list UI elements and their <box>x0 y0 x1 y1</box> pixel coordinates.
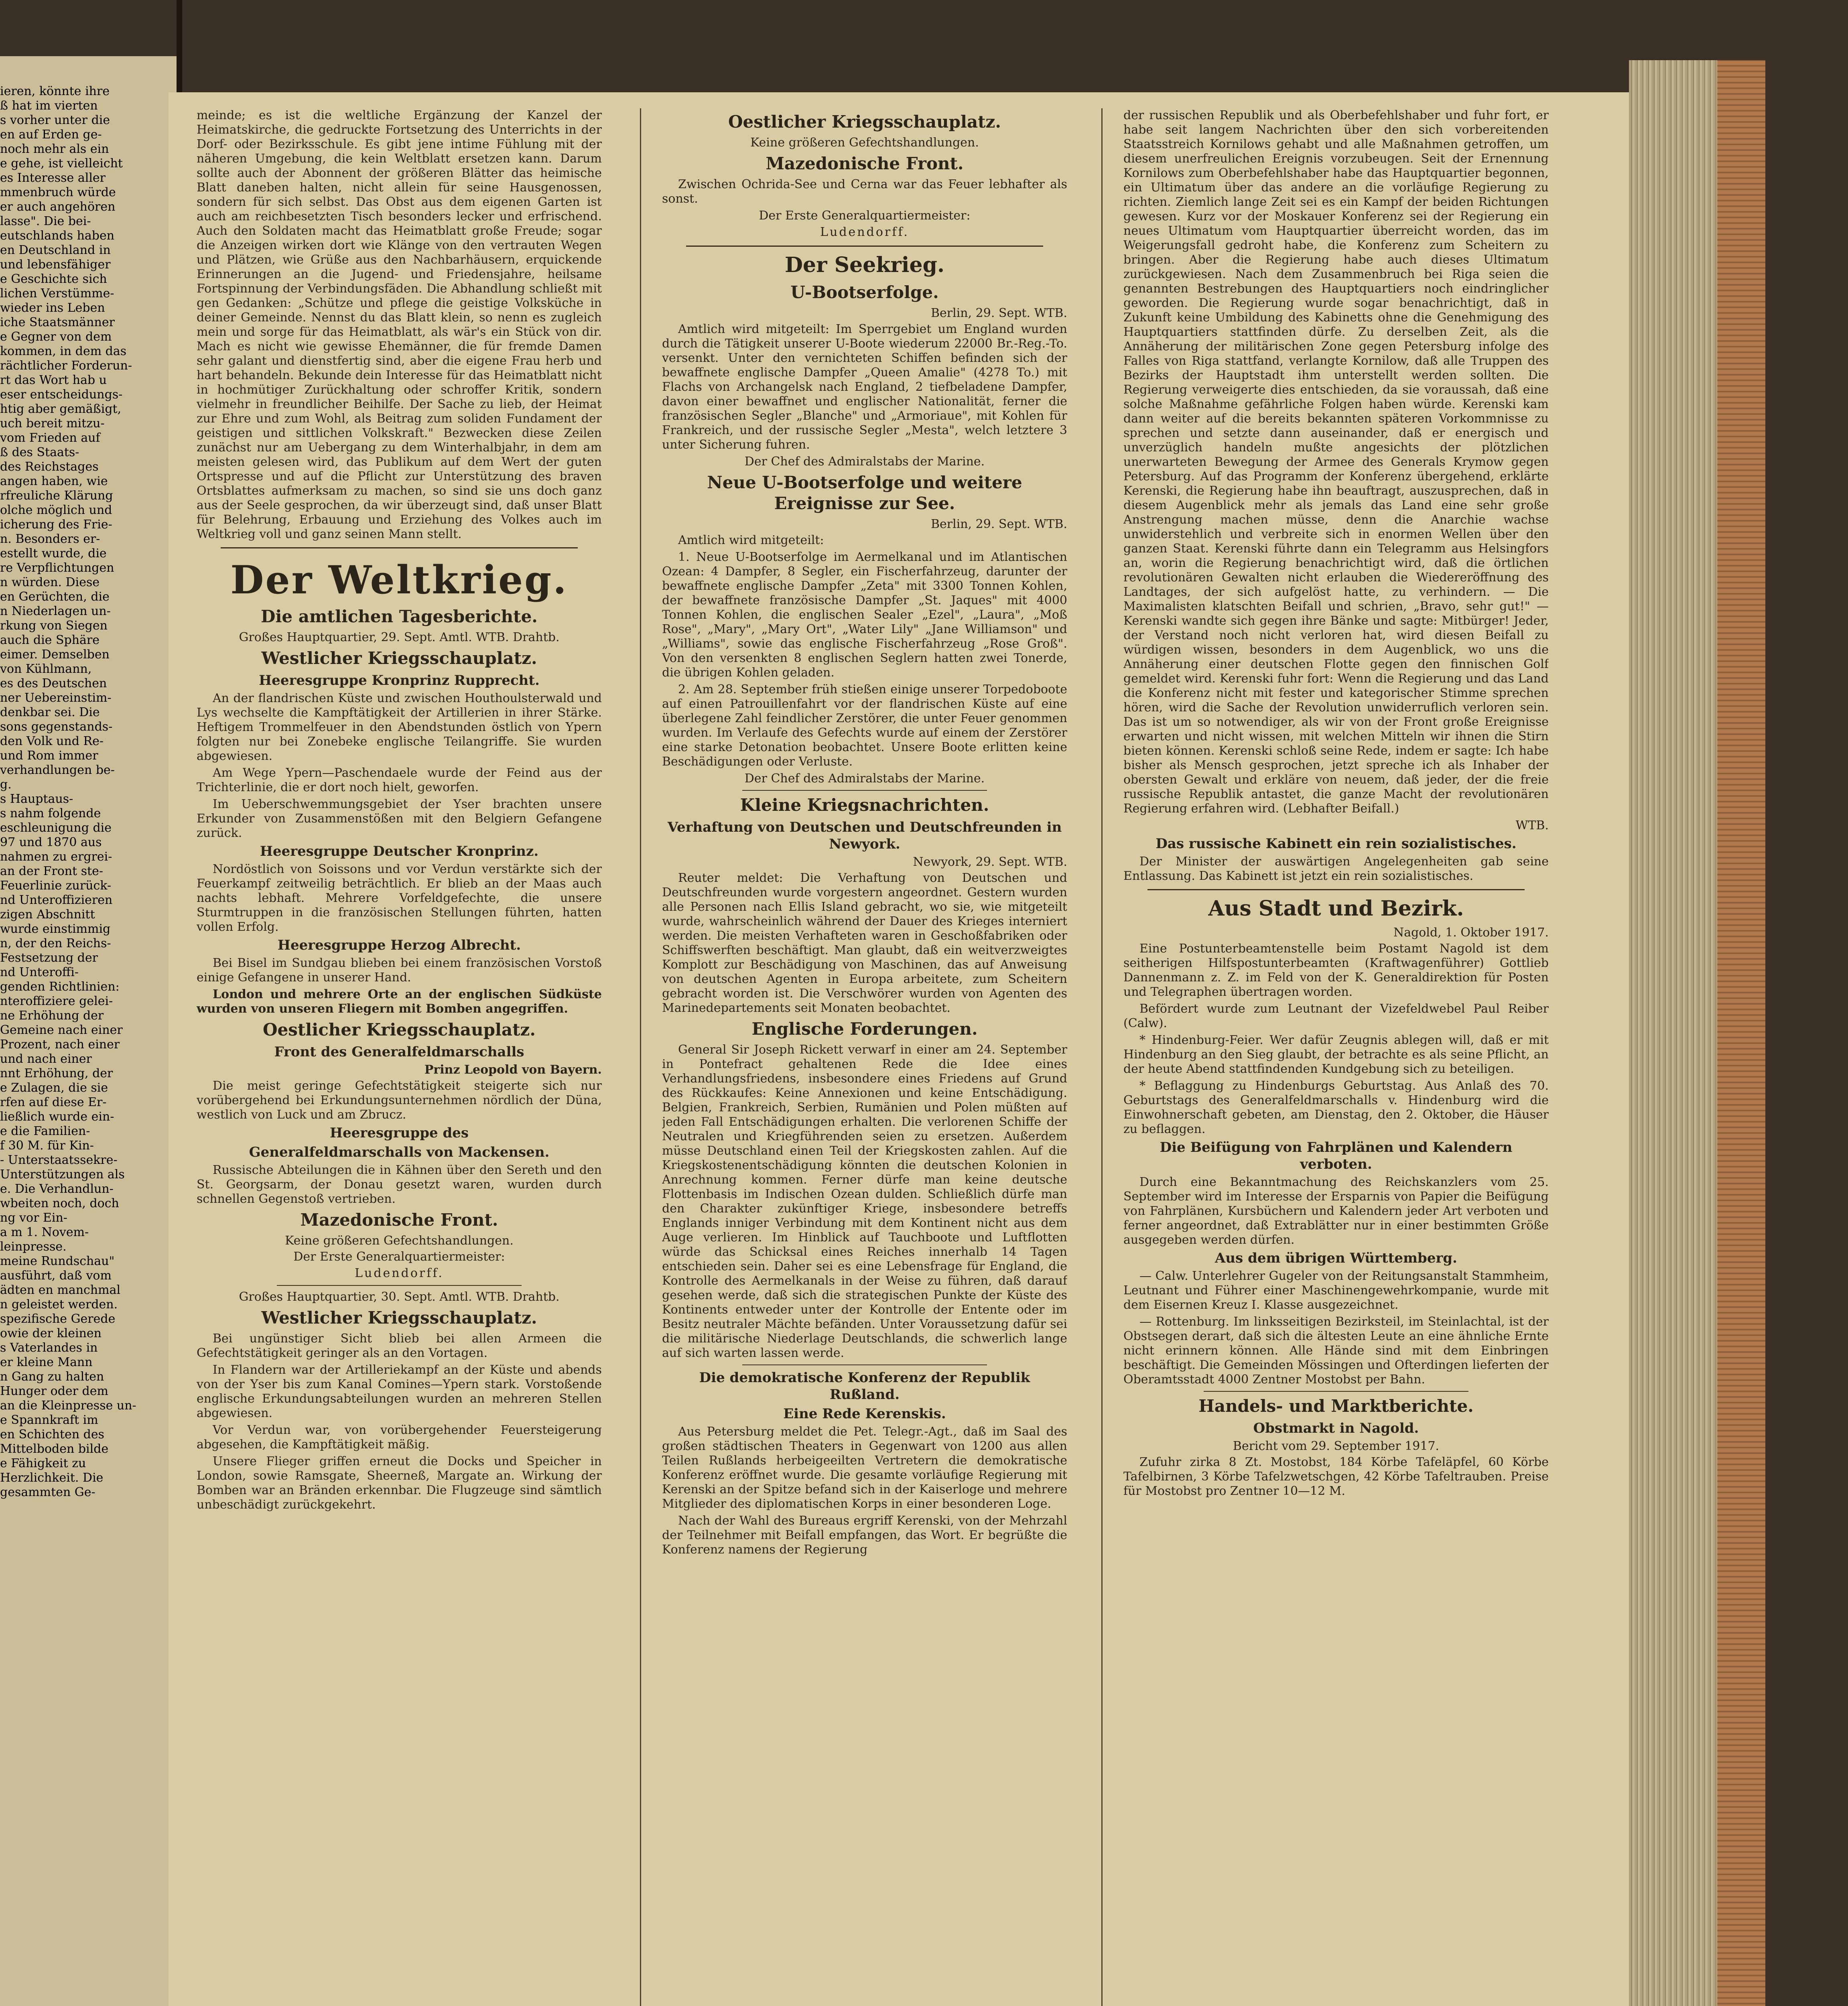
section-title-weltkrieg: Der Weltkrieg. <box>230 557 568 603</box>
left-page-line: f 30 M. für Kin- <box>0 1139 94 1153</box>
left-page-line: sons gegenstands- <box>0 720 113 734</box>
left-page-line: lichen Verstümme- <box>0 286 114 300</box>
paragraph: Bei ungünstiger Sicht blieb bei allen Armeen die Gefechtstätigkeit geringer als an den Vortagen. <box>197 1332 602 1360</box>
paragraph: In Flandern war der Artilleriekampf an der Küste und abends von der Yser bis zum Kanal Comines—Ypern stark. Vorstoßende englische Erkundungsabteilungen wurden an mehreren Stellen abgewiesen. <box>197 1363 602 1420</box>
left-page-line: an die Kleinpresse un- <box>0 1399 136 1413</box>
paragraph: General Sir Joseph Rickett verwarf in einer am 24. September in Pontefract gehaltenen Rede die Idee eines Verhandlungsfriedens, insbesondere eines Friedens auf Grund des Rückkaufes: Keine Annexionen und keine Entschädigung. Belgien, Frankreich, Serbien, Rumänien und Polen müßten auf jeden Fall Entschädigungen erhalten. Die verlorenen Schiffe der Neutralen und Kriegführenden seien zu ersetzen. Außerdem müsse Deutschland einen Teil der Kriegskosten zahlen. Auf die Kriegskostenentschädigung könnten die deutschen Kolonien in Anrechnung kommen. Ferner dürfe man keine deutsche Flottenbasis im Indischen Ozean dulden. Schließlich dürfe man den Charakter zukünftiger Kriege, insbesondere betreffs Englands inniger Verbindung mit dem Kontinent nicht aus dem Auge verlieren. Im Hinblick auf Tauchboote und Luftflotten würde das Schicksal eines Reiches innerhalb 14 Tagen entschieden sein. Daher sei es eine Lebensfrage für England, die Kontrolle des Aermelkanals in der Weise zu führen, daß darauf gesehen werde, daß sich die strategischen Punkte der Küste des Kontinents entweder unter der Kontrolle der Entente oder im Besitz neutraler Mächte befänden. Unter Voraussetzung dafür sei die militärische Niederlage Deutschlands, die schwerlich lange auf sich warten lassen werde. <box>662 1043 1067 1360</box>
left-page-line: eser entscheidungs- <box>0 388 123 402</box>
left-page-line: des Reichstages <box>0 460 99 474</box>
dateline: Berlin, 29. Sept. WTB. <box>930 517 1067 531</box>
left-page-line: Feuerlinie zurück- <box>0 879 112 893</box>
heading-east: Oestlicher Kriegsschauplatz. <box>262 1020 536 1040</box>
left-page-line: en auf Erden ge- <box>0 128 102 142</box>
heading-west: Westlicher Kriegsschauplatz. <box>261 648 537 668</box>
paragraph: Vor Verdun war, von vorübergehender Feuersteigerung abgesehen, die Kampftätigkeit mäßig. <box>197 1423 602 1452</box>
left-page-line: rfreuliche Klärung <box>0 489 113 503</box>
left-page-line: n. Besonders er- <box>0 532 100 546</box>
left-page-line: n Niederlagen un- <box>0 604 111 618</box>
paragraph: 2. Am 28. September früh stießen einige unserer Torpedoboote auf einen Patrouillenfahrt vor der flandrischen Küste auf eine überlegene Zahl feindlicher Zerstörer, die unter Feuer genommen wurden. Im Verlaufe des Gefechts wurde auf einem der Zerstörer eine starke Detonation beobachtet. Unsere Boote erlitten keine Beschädigungen oder Verluste. <box>662 682 1067 769</box>
left-page-line: owie der kleinen <box>0 1326 102 1340</box>
left-page-line: kommen, in dem das <box>0 344 127 358</box>
left-page-line: s vorher unter die <box>0 113 110 127</box>
left-page-line: s nahm folgende <box>0 806 101 820</box>
left-page-line: e Zulagen, die sie <box>0 1081 108 1095</box>
paragraph: * Beflaggung zu Hindenburgs Geburtstag. Aus Anlaß des 70. Geburtstags des Generalfeldmarschalls v. Hindenburg wird die Einwohnerschaft gebeten, am Dienstag, den 2. Oktober, die Häuser zu beflaggen. <box>1123 1079 1549 1136</box>
column-3 <box>1123 108 1549 1501</box>
heading-front-name: Prinz Leopold von Bayern. <box>424 1063 602 1077</box>
paragraph: An der flandrischen Küste und zwischen Houthoulsterwald und Lys wechselte die Kampftätigkeit der Artillerien in ihrer Stärke. Heftigem Trommelfeuer in den Abendstunden östlich von Ypern folgten nur bei Zonebeke englische Teilangriffe. Sie wurden abgewiesen. <box>197 691 602 763</box>
heading-neue-uboote: Neue U-Bootserfolge und weitere Ereignisse zur See. <box>707 473 1022 513</box>
left-page-line: wbeiten noch, doch <box>0 1196 119 1210</box>
left-page-line: ieren, könnte ihre <box>0 84 110 98</box>
heading-seekrieg: Der Seekrieg. <box>784 253 945 277</box>
paragraph: Keine größeren Gefechtshandlungen. <box>750 136 979 150</box>
left-page-line: ne Erhöhung der <box>0 1009 104 1023</box>
left-page-line: nd Unteroffizieren <box>0 893 113 907</box>
left-page-line: htig aber gemäßigt, <box>0 402 122 416</box>
paragraph: * Hindenburg-Feier. Wer dafür Zeugnis ablegen will, daß er mit Hindenburg an den Sieg glaubt, der betrachte es als seine Pflicht, an der heute Abend stattfindenden Kundgebung sich zu beteiligen. <box>1123 1033 1549 1076</box>
left-page-line: ließlich wurde ein- <box>0 1110 114 1124</box>
left-page-line: icherung des Frie- <box>0 518 112 532</box>
left-page-line: n würden. Diese <box>0 575 100 589</box>
paragraph: Die meist geringe Gefechtstätigkeit steigerte sich nur vorübergehend bei Erkundungsunternehmen nördlich der Düna, westlich von Luck und am Zbrucz. <box>197 1079 602 1122</box>
left-page-line: noch mehr als ein <box>0 142 109 156</box>
left-page-line: er auch angehören <box>0 200 116 214</box>
left-page-line: spezifische Gerede <box>0 1312 116 1326</box>
left-page-line: an der Front ste- <box>0 864 104 878</box>
left-page-line: s Vaterlandes in <box>0 1341 98 1355</box>
left-page-line: e Gegner von dem <box>0 330 112 344</box>
column-1 <box>197 108 602 1515</box>
left-page-line: eimer. Demselben <box>0 648 110 662</box>
left-page-fragment <box>0 56 179 2006</box>
divider <box>277 1285 522 1286</box>
left-page-line: rkung von Siegen <box>0 619 108 633</box>
heading-stadt-bezirk: Aus Stadt und Bezirk. <box>1208 896 1464 921</box>
left-page-line: nahmen zu ergrei- <box>0 850 112 864</box>
divider <box>221 547 578 548</box>
left-page-line: ß des Staats- <box>0 445 79 459</box>
paragraph: Durch eine Bekanntmachung des Reichskanzlers vom 25. September wird im Interesse der Ersparnis von Papier die Beifügung von Fahrplänen, Kursbüchern und Kalendern jeder Art verboten und ferner angeordnet, daß Extrablätter nur in einer bestimmten Größe ausgegeben werden dürfen. <box>1123 1175 1549 1247</box>
subtitle-tagesberichte: Die amtlichen Tagesberichte. <box>261 607 538 626</box>
dateline: Großes Hauptquartier, 30. Sept. Amtl. WTB. Drahtb. <box>239 1290 560 1304</box>
paragraph: Am Wege Ypern—Paschendaele wurde der Feind aus der Trichterlinie, die er dort noch hielt, geworfen. <box>197 766 602 794</box>
left-page-line: n, der den Reichs- <box>0 936 111 950</box>
left-page-line: gesammten Ge- <box>0 1485 95 1499</box>
left-page-line: e. Die Verhandlun- <box>0 1182 114 1196</box>
left-page-line: e gehe, ist vielleicht <box>0 156 123 171</box>
paragraph: der russischen Republik und als Oberbefehlshaber und fuhr fort, er habe seit langem Nachrichten über den sich vorbereitenden Staatsstreich Kornilows gehabt und alle Maßnahmen getroffen, um diesem unerfreulichen Ereignis vorzubeugen. Seit der Ernennung Kornilows zum Oberbefehlshaber habe das Hauptquartier begonnen, ein Ultimatum über das andere an die vorläufige Regierung zu richten. Ziemlich lange Zeit sei es ein Kampf der beiden Richtungen gewesen. Kurz vor der Moskauer Konferenz sei der Regierung ein neues Ultimatum vom Hauptquartier überreicht worden, das im Weigerungsfall gedroht habe, die Konferenz zum Scheitern zu bringen. Aber die Regierung habe auch dieses Ultimatum zurückgewiesen. Nach dem Zusammenbruch bei Riga seien die genannten Bestrebungen des Hauptquartiers noch eindringlicher geworden. Die Regierung wurde sogar benachrichtigt, daß in Zukunft keine Umbildung des Kabinetts ohne die Genehmigung des Hauptquartiers stattfinden dürfe. Zu derselben Zeit, als die Annäherung der militärischen Zone gegen Petersburg infolge des Falles von Riga stattfand, verlangte Kornilow, daß alle Truppen des Bezirks der Hauptstadt ihm unterstellt werden sollten. Die Regierung verweigerte dies entschieden, da sie voraussah, daß eine solche Maßnahme gefährliche Folgen haben würde. Kerenski kam dann weiter auf die bereits bekannten späteren Vorkommnisse zu sprechen und setzte dann auseinander, daß er energisch und unverzüglich handeln mußte angesichts der plötzlichen unerwarteten Bewegung der Armee des Generals Krymow gegen Petersburg. Auf das Programm der Konferenz übergehend, erklärte Kerenski, die Regierung habe ihn beauftragt, auszusprechen, daß in diesem Augenblick mehr als jemals das Land eine sehr große Anstrengung machen müsse, denn die Anarchie wachse unwiderstehlich und verbreite sich in enormen Wellen über den ganzen Staat. Kerenski führte dann ein Telegramm aus Helsingfors an, worin die Regierung benachrichtigt wird, daß die örtlichen revolutionären Gewalten nicht erlauben die Wiedereröffnung des Landtages, der sich aufgelöst hatte, zu verhindern. — Die Maximalisten klatschten Beifall und schrien, „Bravo, sehr gut!" — Kerenski wandte sich gegen ihre Bänke und sagte: Mitbürger! Jeder, der Verstand noch nicht verloren hat, wird diesen Beifall zu würdigen wissen, besonders in dem Augenblick, wo uns die Annäherung einer deutschen Flotte gegen den finnischen Golf gemeldet wird. Kerenski fuhr fort: Wenn die Regierung und das Land die Konferenz nicht mit fester und kategorischer Stimme sprechen hören, wird die Sache der Revolution unwiderruflich verloren sein. Das ist um so notwendiger, als wir von der Front große Ereignisse erwarten und nicht wissen, mit welchen Mitteln wir ihnen die Stirn bieten können. Kerenski schloß seine Rede, indem er sagte: Ich habe bisher als Mensch gesprochen, jetzt spreche ich als Inhaber der obersten Gewalt und erkläre von neuem, daß jeder, der die freie russische Republik antastet, die ganze Macht der revolutionären Regierung erfahren wird. (Lebhafter Beifall.) <box>1123 108 1549 816</box>
paragraph-bold: London und mehrere Orte an der englischen Südküste wurden von unseren Fliegern mit Bomben angegriffen. <box>197 987 602 1016</box>
left-page-line: nnt Erhöhung, der <box>0 1066 113 1080</box>
paragraph: Nordöstlich von Soissons und vor Verdun verstärkte sich der Feuerkampf zeitweilig beträchtlich. Er blieb an der Maas auch nachts lebhaft. Mehrere Vorfeldgefechte, die unsere Sturmtruppen in die französischen Stellungen führten, hatten vollen Erfolg. <box>197 862 602 934</box>
left-page-line: auch die Sphäre <box>0 633 100 647</box>
left-page-line: olche möglich und <box>0 503 112 517</box>
heading-wuerttemberg: Aus dem übrigen Württemberg. <box>1215 1250 1457 1266</box>
left-page-line: nd Unteroffi- <box>0 965 79 979</box>
left-page-line: rt das Wort hab u <box>0 373 107 387</box>
left-page-line: lasse". Die bei- <box>0 214 91 228</box>
left-page-line: genden Richtlinien: <box>0 980 120 994</box>
dateline: Bericht vom 29. September 1917. <box>1233 1439 1440 1453</box>
heading-obstmarkt: Obstmarkt in Nagold. <box>1253 1420 1419 1436</box>
left-page-line: Herzlichkeit. Die <box>0 1471 104 1485</box>
signature-title: Der Erste Generalquartiermeister: <box>293 1250 505 1264</box>
left-page-line: es Interesse aller <box>0 171 106 185</box>
left-page-line: estellt wurde, die <box>0 546 107 560</box>
left-page-line: ner Uebereinstim- <box>0 691 112 705</box>
left-page-line: vom Frieden auf <box>0 431 100 445</box>
column-2 <box>662 108 1067 1559</box>
heading-verhaftung: Verhaftung von Deutschen und Deutschfreunden in Newyork. <box>667 819 1062 852</box>
paragraph: — Calw. Unterlehrer Gugeler von der Reitungsanstalt Stammheim, Leutnant und Führer einer Maschinengewehrkompanie, wurde mit dem Eisernen Kreuz I. Klasse ausgezeichnet. <box>1123 1269 1549 1312</box>
left-page-line: ädten en manchmal <box>0 1283 121 1297</box>
heading-group: Heeresgruppe Kronprinz Rupprecht. <box>259 672 540 688</box>
left-page-line: en Schichten des <box>0 1427 105 1442</box>
signature: WTB. <box>1515 818 1549 832</box>
left-page-line: e Geschichte sich <box>0 272 107 286</box>
divider <box>742 1364 987 1365</box>
left-page-line: en Gerüchten, die <box>0 590 110 604</box>
left-page-line: es des Deutschen <box>0 676 107 690</box>
divider <box>742 790 987 791</box>
left-page-line: n Gang zu halten <box>0 1370 104 1384</box>
left-page-line: e Spannkraft im <box>0 1413 98 1427</box>
left-page-line: eschleunigung die <box>0 821 112 835</box>
left-page-line: wurde einstimmig <box>0 922 111 936</box>
left-page-line: re Verpflichtungen <box>0 561 114 575</box>
signature-name: Ludendorff. <box>355 1266 444 1280</box>
heading-west: Westlicher Kriegsschauplatz. <box>261 1308 537 1328</box>
left-page-line: nteroffiziere gelei- <box>0 994 113 1008</box>
paragraph: Nach der Wahl des Bureaus ergriff Kerenski, von der Mehrzahl der Teilnehmer mit Beifall empfangen, das Wort. Er begrüßte die Konferenz namens der Regierung <box>662 1514 1067 1557</box>
heading-kleine: Kleine Kriegsnachrichten. <box>740 795 989 815</box>
paragraph: Zwischen Ochrida-See und Cerna war das Feuer lebhafter als sonst. <box>662 177 1067 206</box>
left-page-line: zigen Abschnitt <box>0 908 95 922</box>
paragraph: Eine Postunterbeamtenstelle beim Postamt Nagold ist dem seitherigen Hilfspostunterbeamten (Kraftwagenführer) Gottlieb Dannenmann z. Z. im Feld von der K. Generaldirektion für Posten und Telegraphen übertragen worden. <box>1123 942 1549 999</box>
left-page-line: leinpresse. <box>0 1240 67 1254</box>
signature: Der Chef des Admiralstabs der Marine. <box>744 455 985 469</box>
paragraph: Der Minister der auswärtigen Angelegenheiten gab seine Entlassung. Das Kabinett ist jetzt ein rein sozialistisches. <box>1123 855 1549 883</box>
left-page-line: s Hauptaus- <box>0 792 73 806</box>
paragraph: Aus Petersburg meldet die Pet. Telegr.-Agt., daß im Saal des großen städtischen Theaters in Gegenwart von 1200 aus allen Teilen Rußlands herbeigeeilten Vertretern die demokratische Konferenz eröffnet wurde. Die gesamte vorläufige Regierung mit Kerenski an der Spitze befand sich in der Kaiserloge und mehrere Mitglieder des diplomatischen Korps in einer besonderen Loge. <box>662 1425 1067 1511</box>
left-page-line: n geleistet werden. <box>0 1297 118 1312</box>
left-page-line: wieder ins Leben <box>0 301 105 315</box>
dateline: Newyork, 29. Sept. WTB. <box>913 855 1067 869</box>
dateline: Nagold, 1. Oktober 1917. <box>1393 926 1549 940</box>
paragraph: Zufuhr zirka 8 Zt. Mostobst, 184 Körbe Tafeläpfel, 60 Körbe Tafelbirnen, 3 Körbe Tafelzwetschgen, 42 Körbe Tafeltrauben. Preise für Mostobst pro Zentner 10—12 M. <box>1123 1455 1549 1498</box>
left-page-line: 97 und 1870 aus <box>0 835 102 849</box>
left-page-line: angen haben, wie <box>0 474 108 488</box>
paragraph: Russische Abteilungen die in Kähnen über den Sereth und den St. Georgsarm, der Donau gesetzt waren, wurden durch schnellen Gegenstoß vertrieben. <box>197 1163 602 1206</box>
heading-mazedonien: Mazedonische Front. <box>300 1210 498 1230</box>
paragraph: 1. Neue U-Bootserfolge im Aermelkanal und im Atlantischen Ozean: 4 Dampfer, 8 Segler, ein Fischerfahrzeug, darunter der bewaffnete englische Dampfer „Zeta" mit 3300 Tonnen Kohlen, der bewaffnete französische Dampfer „St. Jaques" mit 4000 Tonnen Kohlen, die englischen Sealer „Ezel", „Laura", „Moß Rose", „Mary", „Mary Ort", „Water Lily" „Jane Williamson" und „Williams", sowie das englische Fischerfahrzeug „Rose Groß". Von den versenkten 8 englischen Seglern hatten zwei Tonerde, die übrigen Kohlen geladen. <box>662 550 1067 680</box>
left-page-line: rfen auf diese Er- <box>0 1095 107 1109</box>
paragraph: Im Ueberschwemmungsgebiet der Yser brachten unsere Erkunder von Zusammenstößen mit den Belgiern Gefangene zurück. <box>197 797 602 840</box>
left-page-line: ausführt, daß vom <box>0 1269 112 1283</box>
left-page-line: e Fähigkeit zu <box>0 1456 86 1470</box>
paragraph: Befördert wurde zum Leutnant der Vizefeldwebel Paul Reiber (Calw). <box>1123 1002 1549 1030</box>
heading-beifuegung: Die Beifügung von Fahrplänen und Kalendern verboten. <box>1160 1139 1513 1172</box>
divider <box>1204 1391 1468 1392</box>
left-page-line: eutschlands haben <box>0 229 115 243</box>
heading-group-name: Generalfeldmarschalls von Mackensen. <box>249 1144 550 1160</box>
left-page-line: e die Familien- <box>0 1124 90 1138</box>
divider <box>1147 889 1525 890</box>
left-page-line: a m 1. Novem- <box>0 1225 89 1239</box>
signature-title: Der Erste Generalquartiermeister: <box>759 209 971 223</box>
left-page-text <box>0 84 136 1500</box>
paragraph: Amtlich wird mitgeteilt: <box>678 533 824 547</box>
heading-uboote: U-Bootserfolge. <box>790 282 939 302</box>
dateline: Großes Hauptquartier, 29. Sept. Amtl. WTB. Drahtb. <box>239 630 560 644</box>
dateline: Berlin, 29. Sept. WTB. <box>930 306 1067 320</box>
left-page-line: g. <box>0 778 12 792</box>
heading-group: Heeresgruppe Herzog Albrecht. <box>277 937 521 953</box>
paragraph: Amtlich wird mitgeteilt: Im Sperrgebiet um England wurden durch die Tätigkeit unserer U-Boote wiederum 22000 Br.-Reg.-To. versenkt. Unter den vernichteten Schiffen befinden sich der bewaffnete englische Dampfer „Queen Amalie" (4278 To.) mit Flachs von Archangelsk nach England, 2 tiefbeladene Dampfer, davon einer bewaffnet und englischer Nationalität, ferner die französischen Segler „Blanche" und „Armoriaue", mit Kohlen für Frankreich, und der russische Segler „Mesta", welch letztere 3 unter Sicherung fuhren. <box>662 322 1067 452</box>
book-page-edges <box>1629 60 1757 2006</box>
left-page-line: und lebensfähiger <box>0 258 111 272</box>
left-page-line: meine Rundschau" <box>0 1254 115 1268</box>
left-page-line: en Deutschland in <box>0 243 111 257</box>
left-page-line: Festsetzung der <box>0 951 98 965</box>
heading-east: Oestlicher Kriegsschauplatz. <box>728 112 1001 132</box>
left-page-line: ng vor Ein- <box>0 1211 67 1225</box>
paragraph: Keine größeren Gefechtshandlungen. <box>285 1234 514 1248</box>
left-page-line: mmenbruch würde <box>0 185 116 199</box>
heading-front: Front des Generalfeldmarschalls <box>274 1044 524 1060</box>
left-page-line: verhandlungen be- <box>0 763 115 777</box>
left-page-line: ß hat im vierten <box>0 99 98 113</box>
paragraph-bold: Unsere Flieger griffen erneut die Docks und Speicher in London, sowie Ramsgate, Sheerneß, Margate an. Wirkung der Bomben war an Bränden erkennbar. Die Flugzeuge sind sämtlich unbeschädigt zurückgekehrt. <box>197 1454 602 1512</box>
heading-kabinett: Das russische Kabinett ein rein sozialistisches. <box>1156 836 1517 852</box>
paragraph: Reuter meldet: Die Verhaftung von Deutschen und Deutschfreunden wurde vorgestern angeordnet. Gestern wurden alle Personen nach Ellis Island gebracht, wo sie, wie mitgeteilt wurde, wahrscheinlich während der Dauer des Krieges interniert werden. Die meisten Verhafteten waren in Geschoßfabriken oder Schiffswerften beschäftigt. Man glaubt, daß ein weitverzweigtes Komplott zur Beschädigung von Maschinen, das auf Anweisung von deutschen Agenten in Europa arbeitete, zum Scheitern gebracht worden ist. Die Verschwörer wurden von Agenten des Marinedepartements seit Monaten beobachtet. <box>662 871 1067 1015</box>
left-page-line: und nach einer <box>0 1052 92 1066</box>
heading-konferenz: Die demokratische Konferenz der Republik Rußland. <box>699 1370 1030 1403</box>
left-page-line: rächtlicher Forderun- <box>0 359 132 373</box>
left-page-line: und Rom immer <box>0 749 98 763</box>
left-page-line: Mittelboden bilde <box>0 1442 109 1456</box>
left-page-line: iche Staatsmänner <box>0 315 115 329</box>
left-page-line: er kleine Mann <box>0 1355 93 1369</box>
signature-name: Ludendorff. <box>820 225 909 239</box>
heading-group: Heeresgruppe des <box>329 1125 469 1141</box>
left-page-line: denkbar sei. Die <box>0 705 100 719</box>
left-page-line: - Unterstaatssekre- <box>0 1153 118 1167</box>
paragraph: — Rottenburg. Im linksseitigen Bezirksteil, im Steinlachtal, ist der Obstsegen derart, daß sich die ältesten Leute an eine ähnliche Ernte nicht erinnern können. Alle Hände sind mit dem Einbringen beschäftigt. Die Gemeinden Mössingen und Ofterdingen lieferten der Oberamtsstadt 4000 Zentner Mostobst per Bahn. <box>1123 1315 1549 1387</box>
heading-rede: Eine Rede Kerenskis. <box>783 1406 946 1422</box>
left-page-line: den Volk und Re- <box>0 734 104 748</box>
column-rule <box>640 108 641 2006</box>
heading-englische: Englische Forderungen. <box>751 1019 978 1039</box>
heading-group: Heeresgruppe Deutscher Kronprinz. <box>260 843 539 859</box>
left-page-line: Prozent, nach einer <box>0 1038 120 1052</box>
heading-handel: Handels- und Marktberichte. <box>1198 1396 1474 1416</box>
left-page-line: von Kühlmann, <box>0 662 92 676</box>
left-page-line: Hunger oder dem <box>0 1384 108 1398</box>
left-page-line: Gemeine nach einer <box>0 1023 123 1037</box>
divider <box>686 246 1043 247</box>
newspaper-page <box>169 92 1661 2006</box>
column-rule <box>1101 108 1103 2006</box>
article-intro: meinde; es ist die weltliche Ergänzung der Kanzel der Heimatskirche, die gedruckte Fortsetzung des Unterrichts in der Dorf- oder Bezirksschule. Es gibt jene intime Fühlung mit der näheren Umgebung, die kein Weltblatt ersetzen kann. Darum sollte auch der Abonnent der größeren Blätter das heimische Blatt daneben halten, nicht allein für seine Hausgenossen, sondern für sich selbst. Das Obst aus dem eigenen Garten ist auch am reichbesetzten Tisch besonders lecker und erfrischend. Auch den Soldaten macht das Heimatblatt große Freude; sogar die Anzeigen wirken dort wie Klänge von den vertrauten Wegen und Plätzen, wie Grüße aus den Nachbarhäusern, erquickende Erinnerungen an die Jugend- und Friedensjahre, heilsame Fortspinnung der Verbindungsfäden. Die Abhandlung schließt mit gen Gedanken: „Schütze und pflege die geistige Volksküche in deiner Gemeinde. Nennst du das Blatt klein, so nenn es zugleich mein und sorge für das Heimatblatt, als wär's ein Stück von dir. Mach es nicht wie gewisse Ehemänner, die für fremde Damen sehr galant und dienstfertig sind, aber die eigene Frau herb und hart behandeln. Bekunde dein Interesse für das Heimatblatt nicht in hochmütiger Zurückhaltung oder schroffer Kritik, sondern vielmehr in freundlicher Beihilfe. Der Sache zu lieb, der Heimat zur Ehre und zum Wohl, als Beitrag zum soliden Fundament der geistigen und sittlichen Volkskraft." Bezwecken diese Zeilen zunächst nur am Uebergang zu dem Winterhalbjahr, in dem am meisten gelesen wird, das Publikum auf dem Wert der guten Ortspresse und auf die Pflicht zur Unterstützung des braven Ortsblattes aufmerksam zu machen, so sind sie uns doch ganz aus der Seele gesprochen, da wir überzeugt sind, daß unser Blatt für Belehrung, Erbauung und Erziehung des Volkes auch im Weltkrieg voll und ganz seinen Mann stellt. <box>197 108 602 541</box>
signature: Der Chef des Admiralstabs der Marine. <box>744 772 985 786</box>
left-page-line: uch bereit mitzu- <box>0 416 105 430</box>
left-page-line: Unterstützungen als <box>0 1167 125 1182</box>
paragraph: Bei Bisel im Sundgau blieben bei einem französischen Vorstoß einige Gefangene in unserer Hand. <box>197 956 602 985</box>
heading-mazedonien: Mazedonische Front. <box>766 154 964 173</box>
